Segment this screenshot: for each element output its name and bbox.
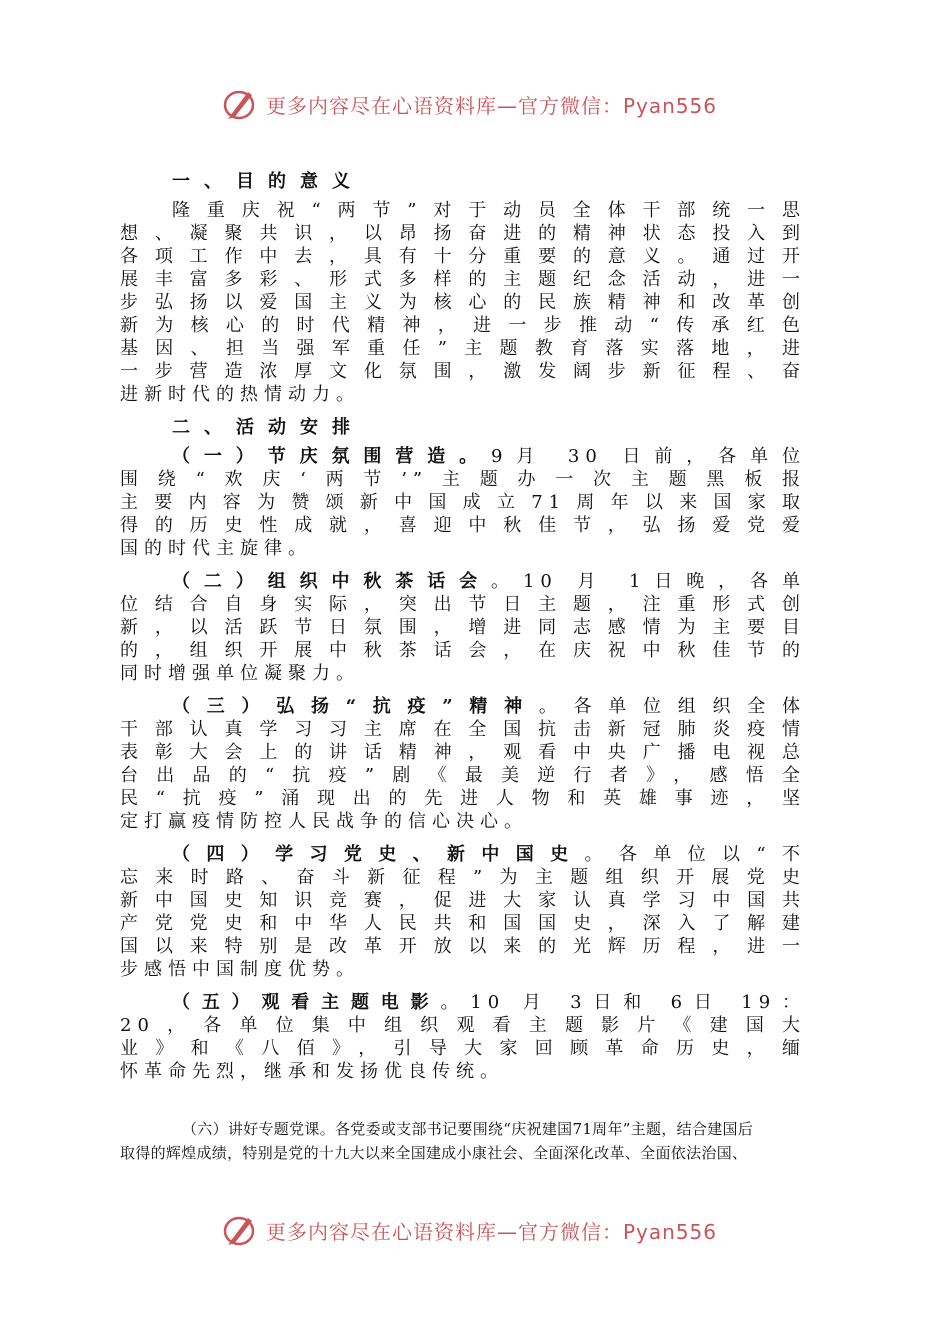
text-line bbox=[120, 695, 806, 718]
item-title: （五）观看主题电影 bbox=[172, 992, 441, 1013]
text-line: 民“抗疫”涌现出的先进人物和英雄事迹，坚 bbox=[120, 788, 806, 809]
text-line: 产党党史和中华人民共和国国史，深入了解建 bbox=[120, 913, 806, 934]
text-line: 基因、担当强军重任”主题教育落实落地，进 bbox=[120, 338, 806, 359]
text-line: 国的时代主旋律。 bbox=[120, 538, 312, 559]
text-line: 同时增强单位凝聚力。 bbox=[120, 663, 360, 684]
paragraph-item-4 bbox=[120, 843, 806, 981]
text-line: 新中国史知识竞赛，促进大家认真学习中国共 bbox=[120, 890, 806, 911]
text-line: 表彰大会上的讲话精神，观看中央广播电视总 bbox=[120, 742, 806, 763]
pen-nib-logo-icon bbox=[222, 86, 258, 122]
text-line: 新为核心的时代精神，进一步推动“传承红色 bbox=[120, 315, 806, 336]
item-text: 。10 月 3日和 6日 19： bbox=[440, 992, 806, 1013]
text-line: 围绕“欢庆‘两节’”主题办一次主题黑板报 bbox=[120, 469, 806, 490]
item-title: （三）弘扬“抗疫”精神 bbox=[172, 696, 539, 717]
banner-text: 更多内容尽在心语资料库—官方微信：Pyan556 bbox=[266, 1219, 718, 1244]
text-line: 国以来特别是改革开放以来的光辉历程，进一 bbox=[120, 936, 806, 957]
text-line bbox=[120, 445, 806, 468]
text-line bbox=[120, 570, 806, 593]
paragraph-item-2 bbox=[120, 570, 806, 685]
item-text: 。各单位组织全体 bbox=[538, 696, 806, 717]
text-line bbox=[120, 843, 806, 866]
header-banner bbox=[222, 84, 742, 124]
paragraph-purpose bbox=[120, 199, 806, 406]
item-text: 。10 月 1日晚，各单 bbox=[491, 571, 806, 592]
text-line: 步弘扬以爱国主义为核心的民族精神和改革创 bbox=[120, 292, 806, 313]
footer-banner bbox=[222, 1210, 742, 1250]
text-line: 各项工作中去，具有十分重要的意义。通过开 bbox=[120, 246, 806, 267]
pen-nib-logo-icon bbox=[222, 1212, 258, 1248]
text-line: 位结合自身实际，突出节日主题，注重形式创 bbox=[120, 594, 806, 615]
banner-text: 更多内容尽在心语资料库—官方微信：Pyan556 bbox=[266, 93, 718, 118]
paragraph-item-6 bbox=[120, 1117, 826, 1165]
text-line: 得的历史性成就，喜迎中秋佳节，弘扬爱党爱 bbox=[120, 515, 806, 536]
text-line: 忘来时路、奋斗新征程”为主题组织开展党史 bbox=[120, 867, 806, 888]
item-title: （二）组织中秋茶话会 bbox=[172, 571, 492, 592]
text-line: 的，组织开展中秋茶话会，在庆祝中秋佳节的 bbox=[120, 640, 806, 661]
section-heading-purpose: 一、目的意义 bbox=[172, 171, 364, 192]
paragraph-item-1 bbox=[120, 445, 806, 560]
text-line: 怀革命先烈，继承和发扬优良传统。 bbox=[120, 1061, 504, 1082]
text-line: 想、凝聚共识，以昂扬奋进的精神状态投入到 bbox=[120, 223, 806, 244]
text-line: 进新时代的热情动力。 bbox=[120, 384, 360, 405]
text-line: 展丰富多彩、形式多样的主题纪念活动，进一 bbox=[120, 269, 806, 290]
text-line: 取得的辉煌成绩，特别是党的十九大以来全国建成小康社会、全面深化改革、全面依法治国、 bbox=[120, 1144, 748, 1162]
document-body bbox=[120, 168, 806, 1093]
item-title: （四）学习党史、新中国史 bbox=[172, 844, 585, 865]
text-line: 20，各单位集中组织观看主题影片《建国大 bbox=[120, 1015, 806, 1036]
item-text: 9月 30 日前，各单位 bbox=[491, 446, 806, 467]
text-line: 主要内容为赞颂新中国成立71周年以来国家取 bbox=[120, 492, 806, 513]
text-line: 一步营造浓厚文化氛围，激发阔步新征程、奋 bbox=[120, 361, 806, 382]
paragraph-item-5 bbox=[120, 991, 806, 1083]
text-line: 隆重庆祝“两节”对于动员全体干部统一思 bbox=[172, 200, 806, 221]
text-line: 定打赢疫情防控人民战争的信心决心。 bbox=[120, 811, 528, 832]
text-line: 新，以活跃节日氛围，增进同志感情为主要目 bbox=[120, 617, 806, 638]
paragraph-item-3 bbox=[120, 695, 806, 833]
text-line bbox=[120, 991, 806, 1014]
item-title: （一）节庆氛围营造。 bbox=[172, 446, 492, 467]
text-line: （六）讲好专题党课。各党委或支部书记要围绕“庆祝建国71周年”主题，结合建国后 bbox=[182, 1120, 754, 1138]
section-heading-activities: 二、活动安排 bbox=[172, 417, 364, 438]
text-line: 干部认真学习习主席在全国抗击新冠肺炎疫情 bbox=[120, 719, 806, 740]
text-line: 步感悟中国制度优势。 bbox=[120, 959, 360, 980]
text-line: 台出品的“抗疫”剧《最美逆行者》，感悟全 bbox=[120, 765, 806, 786]
item-text: 。各单位以“不 bbox=[584, 844, 806, 865]
text-line: 业》和《八佰》，引导大家回顾革命历史，缅 bbox=[120, 1038, 806, 1059]
